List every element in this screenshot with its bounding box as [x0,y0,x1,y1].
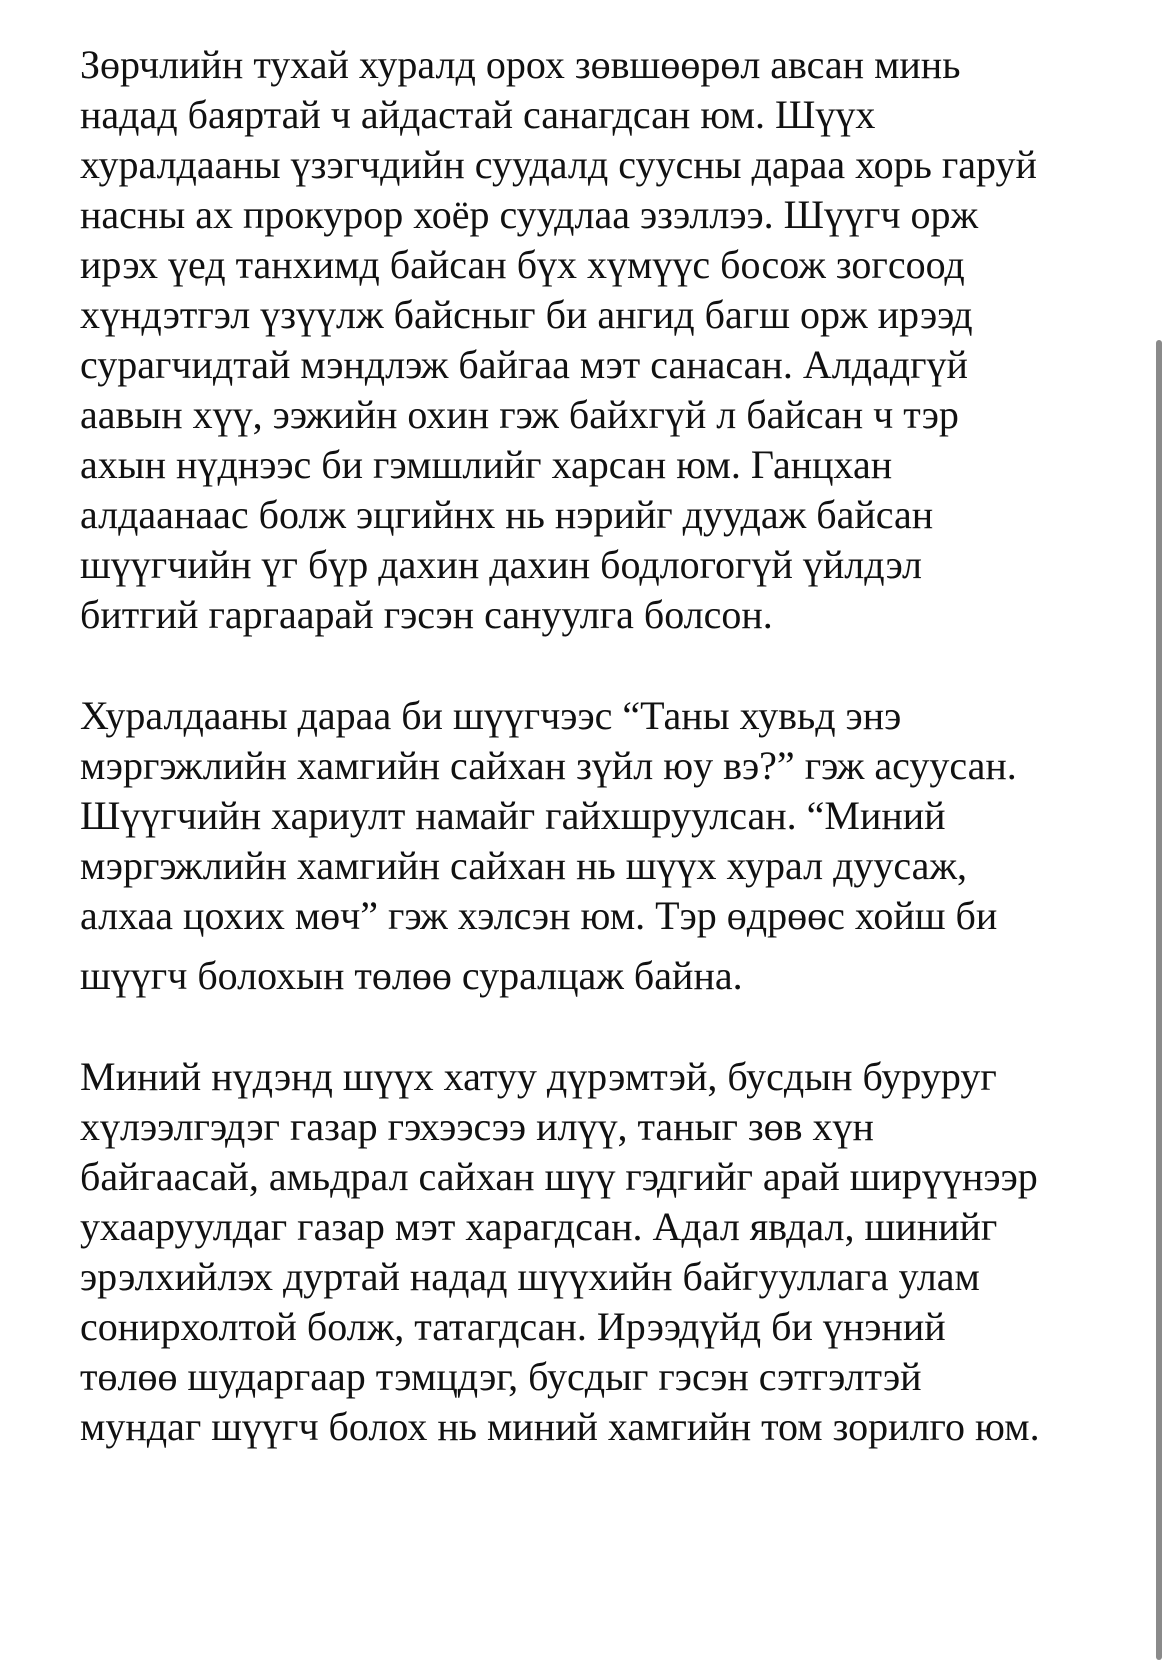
text-line: насны ах прокурор хоёр суудлаа эзэллээ. Шүүгч орж [80,192,979,237]
document-body [80,40,1140,1452]
text-line: төлөө шударгаар тэмцдэг, бусдыг гэсэн сэтгэлтэй [80,1354,922,1399]
text-line: мэргэжлийн хамгийн сайхан нь шүүх хурал дуусаж, [80,843,968,888]
text-line: ухааруулдаг газар мэт харагдсан. Адал явдал, шинийг [80,1204,998,1249]
text-line: алхаа цохих мөч” гэж хэлсэн юм. Тэр өдрөөс хойш би [80,893,998,938]
text-line: битгий гаргаарай гэсэн сануулга болсон. [80,592,773,637]
text-line: хуралдааны үзэгчдийн суудалд суусны дараа хорь гаруй [80,142,1037,187]
text-line: Миний нүдэнд шүүх хатуу дүрэмтэй, бусдын буруруг [80,1054,997,1099]
text-line: мэргэжлийн хамгийн сайхан зүйл юу вэ?” гэж асуусан. [80,743,1017,788]
text-line: Хуралдааны дараа би шүүгчээс “Таны хувьд энэ [80,693,902,738]
text-line: байгаасай, амьдрал сайхан шүү гэдгийг арай ширүүнээр [80,1154,1038,1199]
text-line: хүлээлгэдэг газар гэхээсээ илүү, таныг зөв хүн [80,1104,874,1149]
text-line: ирэх үед танхимд байсан бүх хүмүүс босож зогсоод [80,242,965,287]
paragraph-1 [80,40,1140,640]
text-line: сонирхолтой болж, татагдсан. Ирээдүйд би үнэний [80,1304,946,1349]
paragraph-gap [80,1001,1140,1052]
paragraph-2 [80,691,1140,1001]
text-line: Шүүгчийн хариулт намайг гайхшруулсан. “Миний [80,793,946,838]
text-line: ахын нүднээс би гэмшлийг харсан юм. Ганцхан [80,442,893,487]
text-line: эрэлхийлэх дуртай надад шүүхийн байгууллага улам [80,1254,980,1299]
paragraph-3 [80,1052,1140,1452]
vertical-scrollbar[interactable] [1156,340,1162,1660]
text-line: аавын хүү, ээжийн охин гэж байхгүй л байсан ч тэр [80,392,959,437]
text-line: сурагчидтай мэндлэж байгаа мэт санасан. Алдадгүй [80,342,968,387]
text-line: Зөрчлийн тухай хуралд орох зөвшөөрөл авсан минь [80,42,961,87]
text-line: алдаанаас болж эцгийнх нь нэрийг дуудаж байсан [80,492,934,537]
paragraph-gap [80,640,1140,691]
text-line: шүүгч болохын төлөө суралцаж байна. [80,953,743,998]
text-line: мундаг шүүгч болох нь миний хамгийн том зорилго юм. [80,1404,1040,1449]
text-line: надад баяртай ч айдастай санагдсан юм. Шүүх [80,92,876,137]
text-line: шүүгчийн үг бүр дахин дахин бодлогогүй үйлдэл [80,542,922,587]
text-line: хүндэтгэл үзүүлж байсныг би ангид багш орж ирээд [80,292,973,337]
